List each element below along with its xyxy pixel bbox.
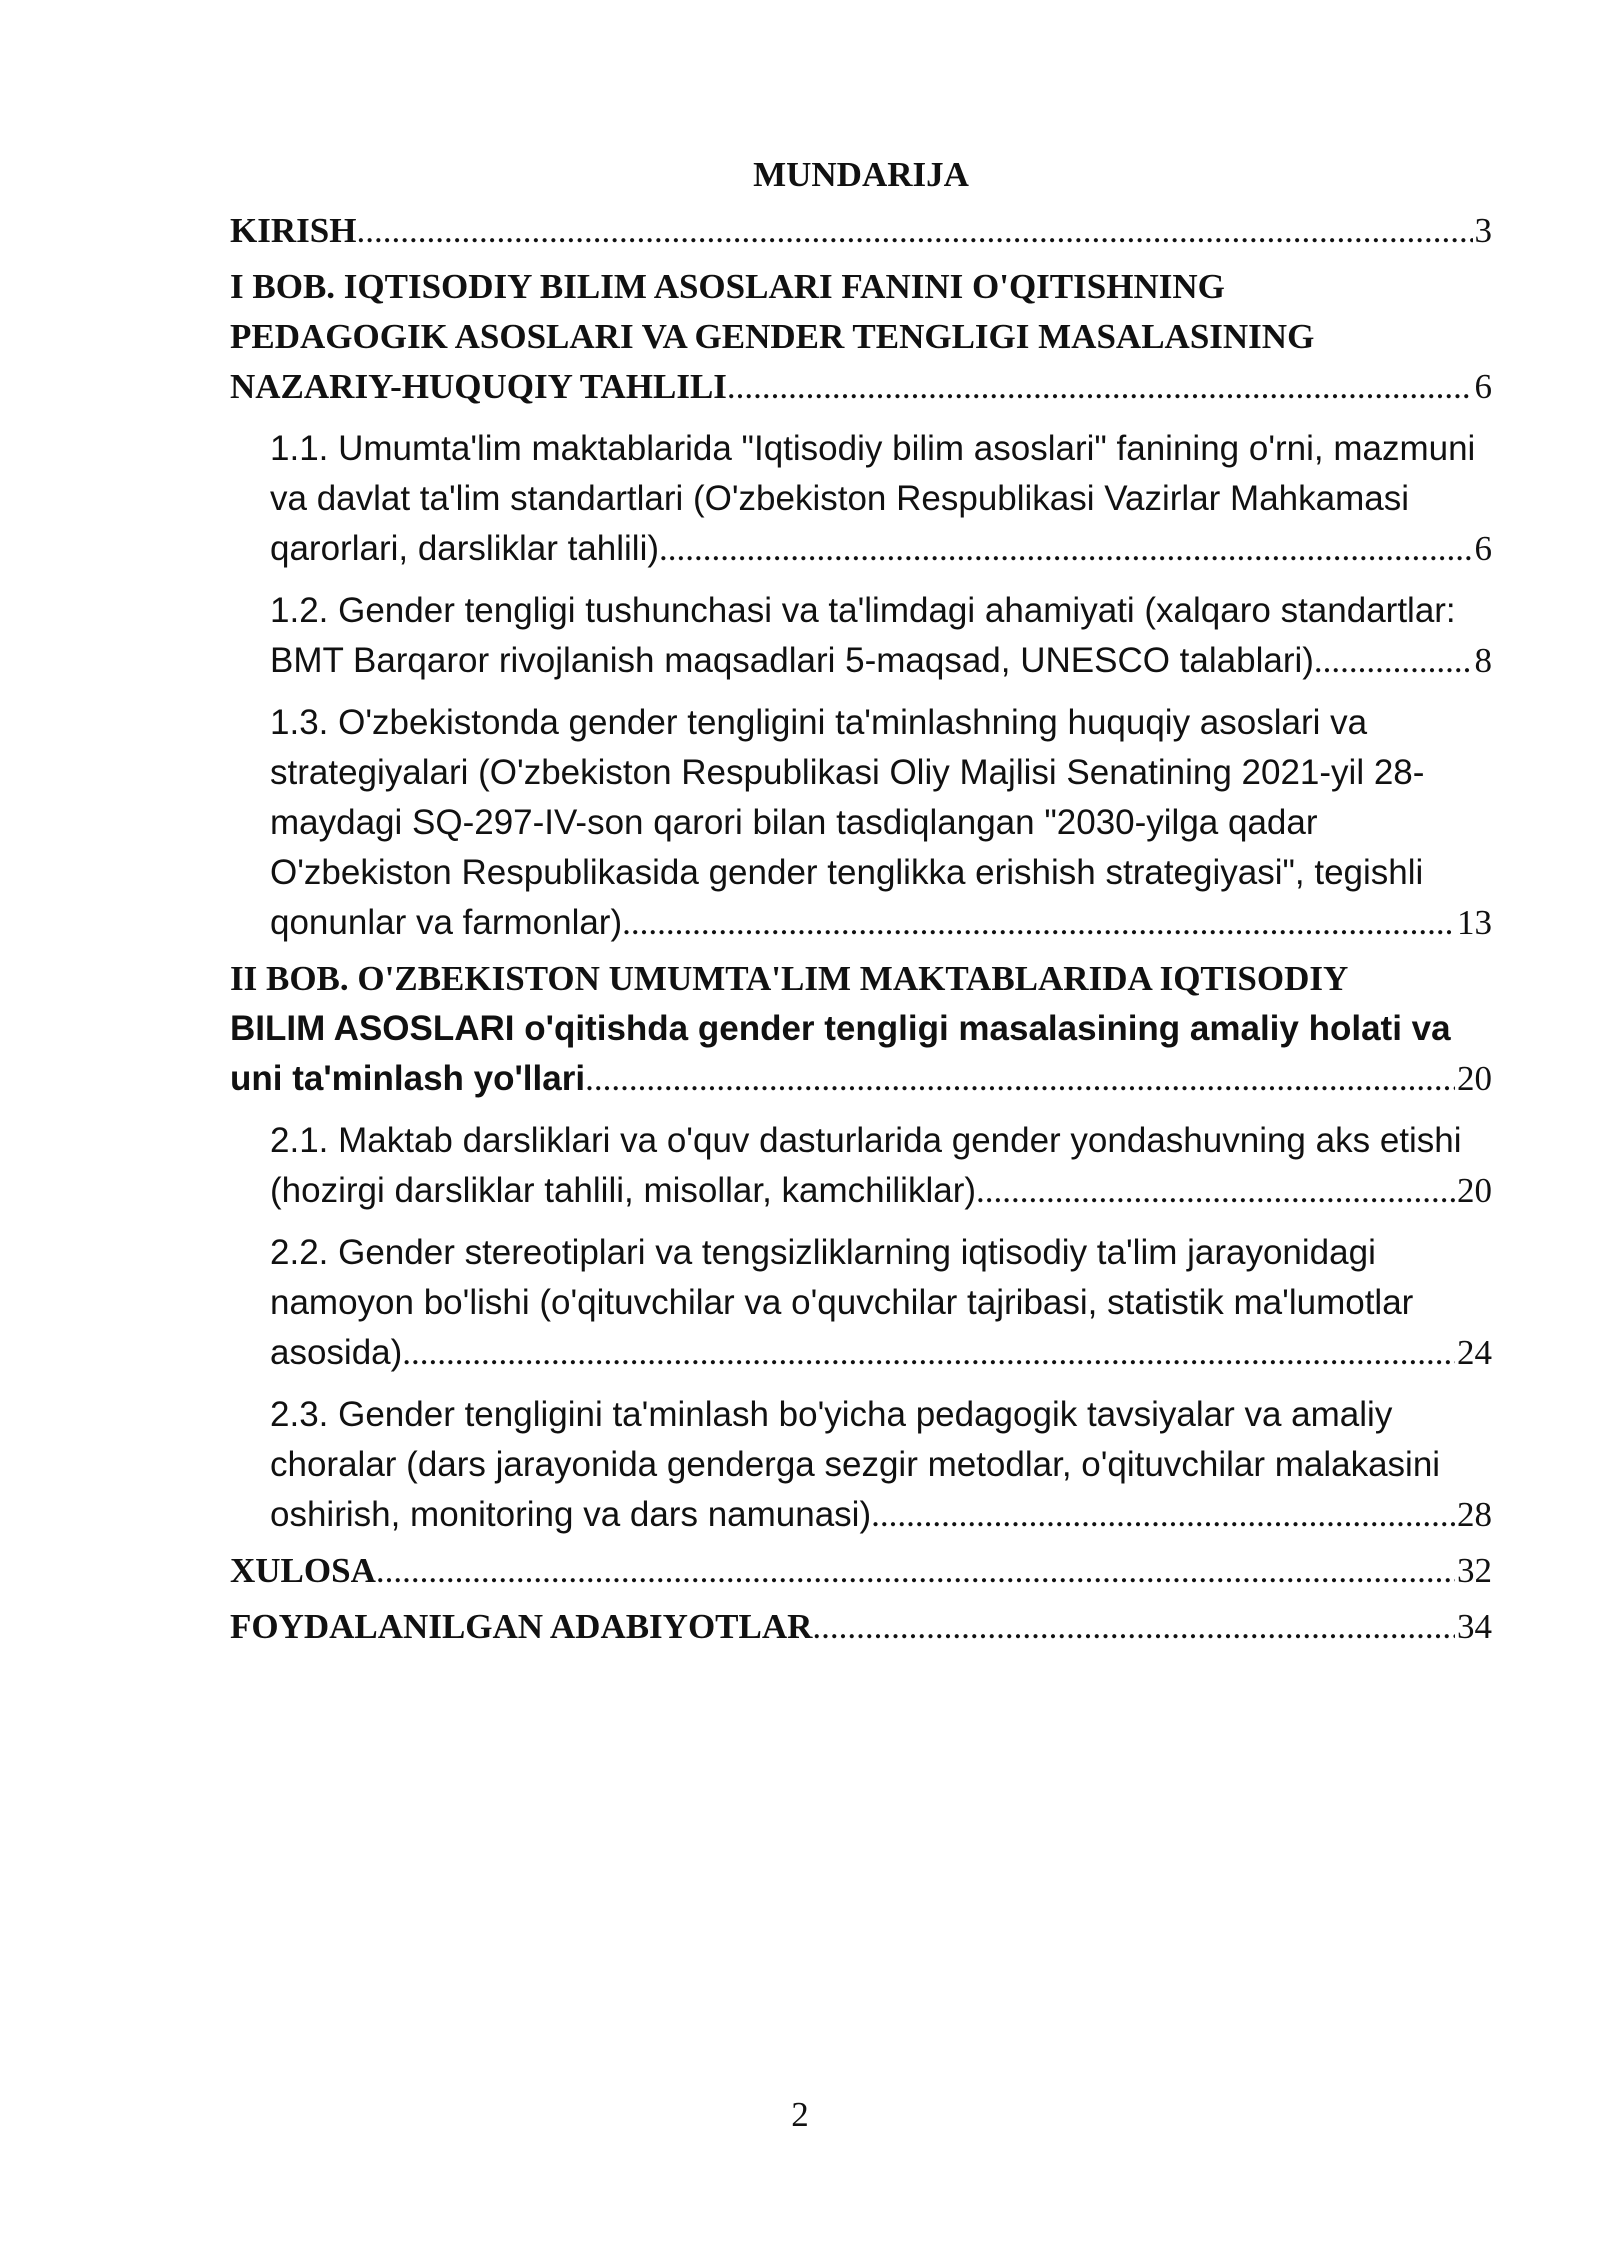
toc-entry-title-line: 1.2. Gender tengligi tushunchasi va ta'limdagi ahamiyati (xalqaro standartlar: bbox=[270, 591, 1456, 630]
toc-entry-title-line: uni ta'minlash yo'llari bbox=[230, 1059, 586, 1098]
toc-page-number: 32 bbox=[1457, 1551, 1492, 1590]
toc-page-number: 34 bbox=[1457, 1607, 1492, 1646]
leader-dots bbox=[871, 1490, 1455, 1540]
table-of-contents bbox=[230, 150, 1492, 1652]
toc-entry-section-1-1[interactable] bbox=[270, 424, 1492, 574]
toc-entry-title-line: 2.1. Maktab darsliklari va o'quv dasturlarida gender yondashuvning aks etishi bbox=[270, 1121, 1462, 1160]
leader-dots bbox=[1314, 636, 1473, 686]
toc-entry-title-line: strategiyalari (O'zbekiston Respublikasi Oliy Majlisi Senatining 2021-yil 28- bbox=[270, 753, 1425, 792]
leader-dots bbox=[585, 1054, 1455, 1104]
toc-entry-title-line: II BOB. O'ZBEKISTON UMUMTA'LIM MAKTABLARIDA IQTISODIY bbox=[230, 959, 1349, 998]
toc-page-number: 8 bbox=[1474, 641, 1492, 680]
toc-entry-title-line: O'zbekiston Respublikasida gender tenglikka erishish strategiyasi", tegishli bbox=[270, 853, 1424, 892]
toc-entry-xulosa[interactable] bbox=[230, 1546, 1492, 1596]
leader-dots bbox=[976, 1166, 1455, 1216]
toc-heading: MUNDARIJA bbox=[753, 155, 969, 194]
leader-dots bbox=[402, 1328, 1455, 1378]
toc-entry-title-line: qarorlari, darsliklar tahlili) bbox=[270, 529, 659, 568]
toc-entry-chapter-1[interactable] bbox=[230, 262, 1492, 412]
toc-entry-title-line: qonunlar va farmonlar) bbox=[270, 903, 623, 942]
toc-entry-chapter-2[interactable] bbox=[230, 954, 1492, 1104]
toc-entry-title-line: va davlat ta'lim standartlari (O'zbekiston Respublikasi Vazirlar Mahkamasi bbox=[270, 479, 1409, 518]
toc-entry-title-line: PEDAGOGIK ASOSLARI VA GENDER TENGLIGI MASALASINING bbox=[230, 317, 1315, 356]
toc-entry-title-line: 2.2. Gender stereotiplari va tengsizliklarning iqtisodiy ta'lim jarayonidagi bbox=[270, 1233, 1376, 1272]
toc-entry-section-1-2[interactable] bbox=[270, 586, 1492, 686]
leader-dots bbox=[356, 206, 1472, 256]
toc-page-number: 28 bbox=[1457, 1495, 1492, 1534]
toc-entry-title-line: 2.3. Gender tengligini ta'minlash bo'yicha pedagogik tavsiyalar va amaliy bbox=[270, 1395, 1393, 1434]
toc-entry-section-2-3[interactable] bbox=[270, 1390, 1492, 1540]
leader-dots bbox=[659, 524, 1473, 574]
toc-entry-section-1-3[interactable] bbox=[270, 698, 1492, 948]
toc-entry-title-line: asosida) bbox=[270, 1333, 403, 1372]
toc-entry-title-line: namoyon bo'lishi (o'qituvchilar va o'quvchilar tajribasi, statistik ma'lumotlar bbox=[270, 1283, 1414, 1322]
toc-page-number: 24 bbox=[1457, 1333, 1492, 1372]
toc-entry-references[interactable] bbox=[230, 1602, 1492, 1652]
toc-entry-section-2-2[interactable] bbox=[270, 1228, 1492, 1378]
leader-dots bbox=[376, 1546, 1455, 1596]
toc-page-number: 6 bbox=[1474, 367, 1492, 406]
toc-entry-title: XULOSA bbox=[230, 1551, 376, 1590]
page-number-footer: 2 bbox=[791, 2095, 809, 2134]
toc-page-number: 13 bbox=[1457, 903, 1492, 942]
toc-entry-title-line: oshirish, monitoring va dars namunasi) bbox=[270, 1495, 872, 1534]
toc-page-number: 20 bbox=[1457, 1171, 1492, 1210]
leader-dots bbox=[812, 1602, 1455, 1652]
toc-entry-title: FOYDALANILGAN ADABIYOTLAR bbox=[230, 1607, 813, 1646]
toc-entry-title-line: (hozirgi darsliklar tahlili, misollar, kamchiliklar) bbox=[270, 1171, 976, 1210]
toc-page-number: 6 bbox=[1474, 529, 1492, 568]
leader-dots bbox=[727, 362, 1473, 412]
toc-entry-title-line: NAZARIY-HUQUQIY TAHLILI bbox=[230, 367, 727, 406]
toc-entry-section-2-1[interactable] bbox=[270, 1116, 1492, 1216]
toc-entry-title-line: maydagi SQ-297-IV-son qarori bilan tasdiqlangan "2030-yilga qadar bbox=[270, 803, 1318, 842]
leader-dots bbox=[622, 898, 1455, 948]
toc-page-number: 20 bbox=[1457, 1059, 1492, 1098]
toc-entry-title-line: BILIM ASOSLARI o'qitishda gender tengligi masalasining amaliy holati va bbox=[230, 1009, 1451, 1048]
toc-entry-title-line: 1.3. O'zbekistonda gender tengligini ta'minlashning huquqiy asoslari va bbox=[270, 703, 1368, 742]
toc-page-number: 3 bbox=[1474, 211, 1492, 250]
toc-entry-kirish[interactable] bbox=[230, 206, 1492, 256]
toc-entry-title-line: choralar (dars jarayonida genderga sezgir metodlar, o'qituvchilar malakasini bbox=[270, 1445, 1441, 1484]
toc-entry-title-line: BMT Barqaror rivojlanish maqsadlari 5-maqsad, UNESCO talablari) bbox=[270, 641, 1314, 680]
toc-entry-title-line: 1.1. Umumta'lim maktablarida "Iqtisodiy bilim asoslari" fanining o'rni, mazmuni bbox=[270, 429, 1476, 468]
toc-entry-title: KIRISH bbox=[230, 211, 357, 250]
toc-entry-title-line: I BOB. IQTISODIY BILIM ASOSLARI FANINI O'QITISHNING bbox=[230, 267, 1225, 306]
